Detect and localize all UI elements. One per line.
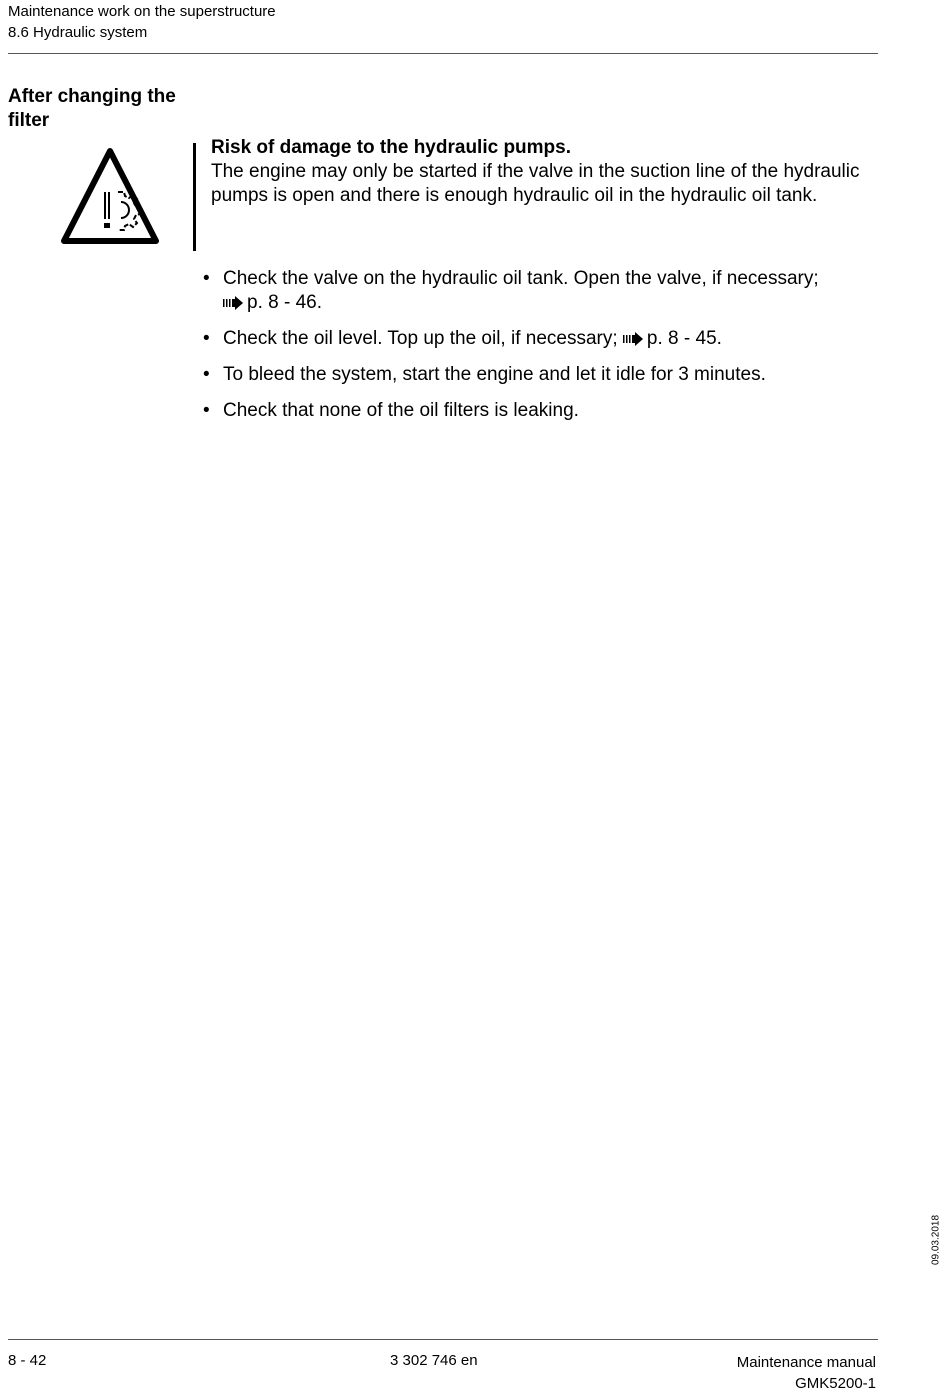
- bullet: •: [203, 364, 210, 385]
- step-text: To bleed the system, start the engine and let it idle for 3 minutes.: [223, 364, 766, 385]
- header-divider: [8, 53, 878, 54]
- bullet: •: [203, 268, 210, 289]
- manual-title: Maintenance manual: [736, 1354, 876, 1371]
- step-text: Check the oil level. Top up the oil, if necessary;: [223, 328, 618, 349]
- list-item: [203, 363, 883, 387]
- bullet: •: [203, 328, 210, 349]
- step-text: Check the valve on the hydraulic oil tank. Open the valve, if necessary;: [223, 268, 819, 289]
- footer-manual-info: [737, 1352, 876, 1394]
- warning-body: The engine may only be started if the valve in the suction line of the hydraulic pumps is open and there is enough hydraulic oil in the hydraulic oil tank.: [211, 161, 860, 206]
- step-text: Check that none of the oil filters is leaking.: [223, 400, 579, 421]
- bullet: •: [203, 400, 210, 421]
- warning-text: [211, 136, 891, 208]
- warning-title: Risk of damage to the hydraulic pumps.: [211, 137, 572, 158]
- footer-divider: [8, 1339, 878, 1340]
- list-item: [203, 267, 883, 315]
- side-heading: After changing the filter: [8, 86, 176, 131]
- cross-reference-arrow-icon: [623, 332, 643, 346]
- warning-triangle-gear-icon: [60, 146, 160, 246]
- model-name: GMK5200-1: [795, 1375, 876, 1392]
- page-reference-link[interactable]: p. 8 - 45.: [646, 328, 722, 349]
- warning-sidebar: [193, 143, 196, 251]
- page-number: 8 - 42: [8, 1352, 47, 1369]
- header-section: 8.6 Hydraulic system: [8, 24, 148, 41]
- page-reference-link[interactable]: p. 8 - 46.: [247, 292, 322, 313]
- cross-reference-arrow-icon: [223, 296, 243, 310]
- document-number: 3 302 746 en: [390, 1352, 478, 1369]
- header-chapter: Maintenance work on the superstructure: [8, 3, 276, 20]
- date-stamp: 09.03.2018: [930, 1214, 942, 1266]
- list-item: [203, 399, 883, 423]
- list-item: [203, 327, 883, 351]
- instruction-list: [203, 267, 883, 435]
